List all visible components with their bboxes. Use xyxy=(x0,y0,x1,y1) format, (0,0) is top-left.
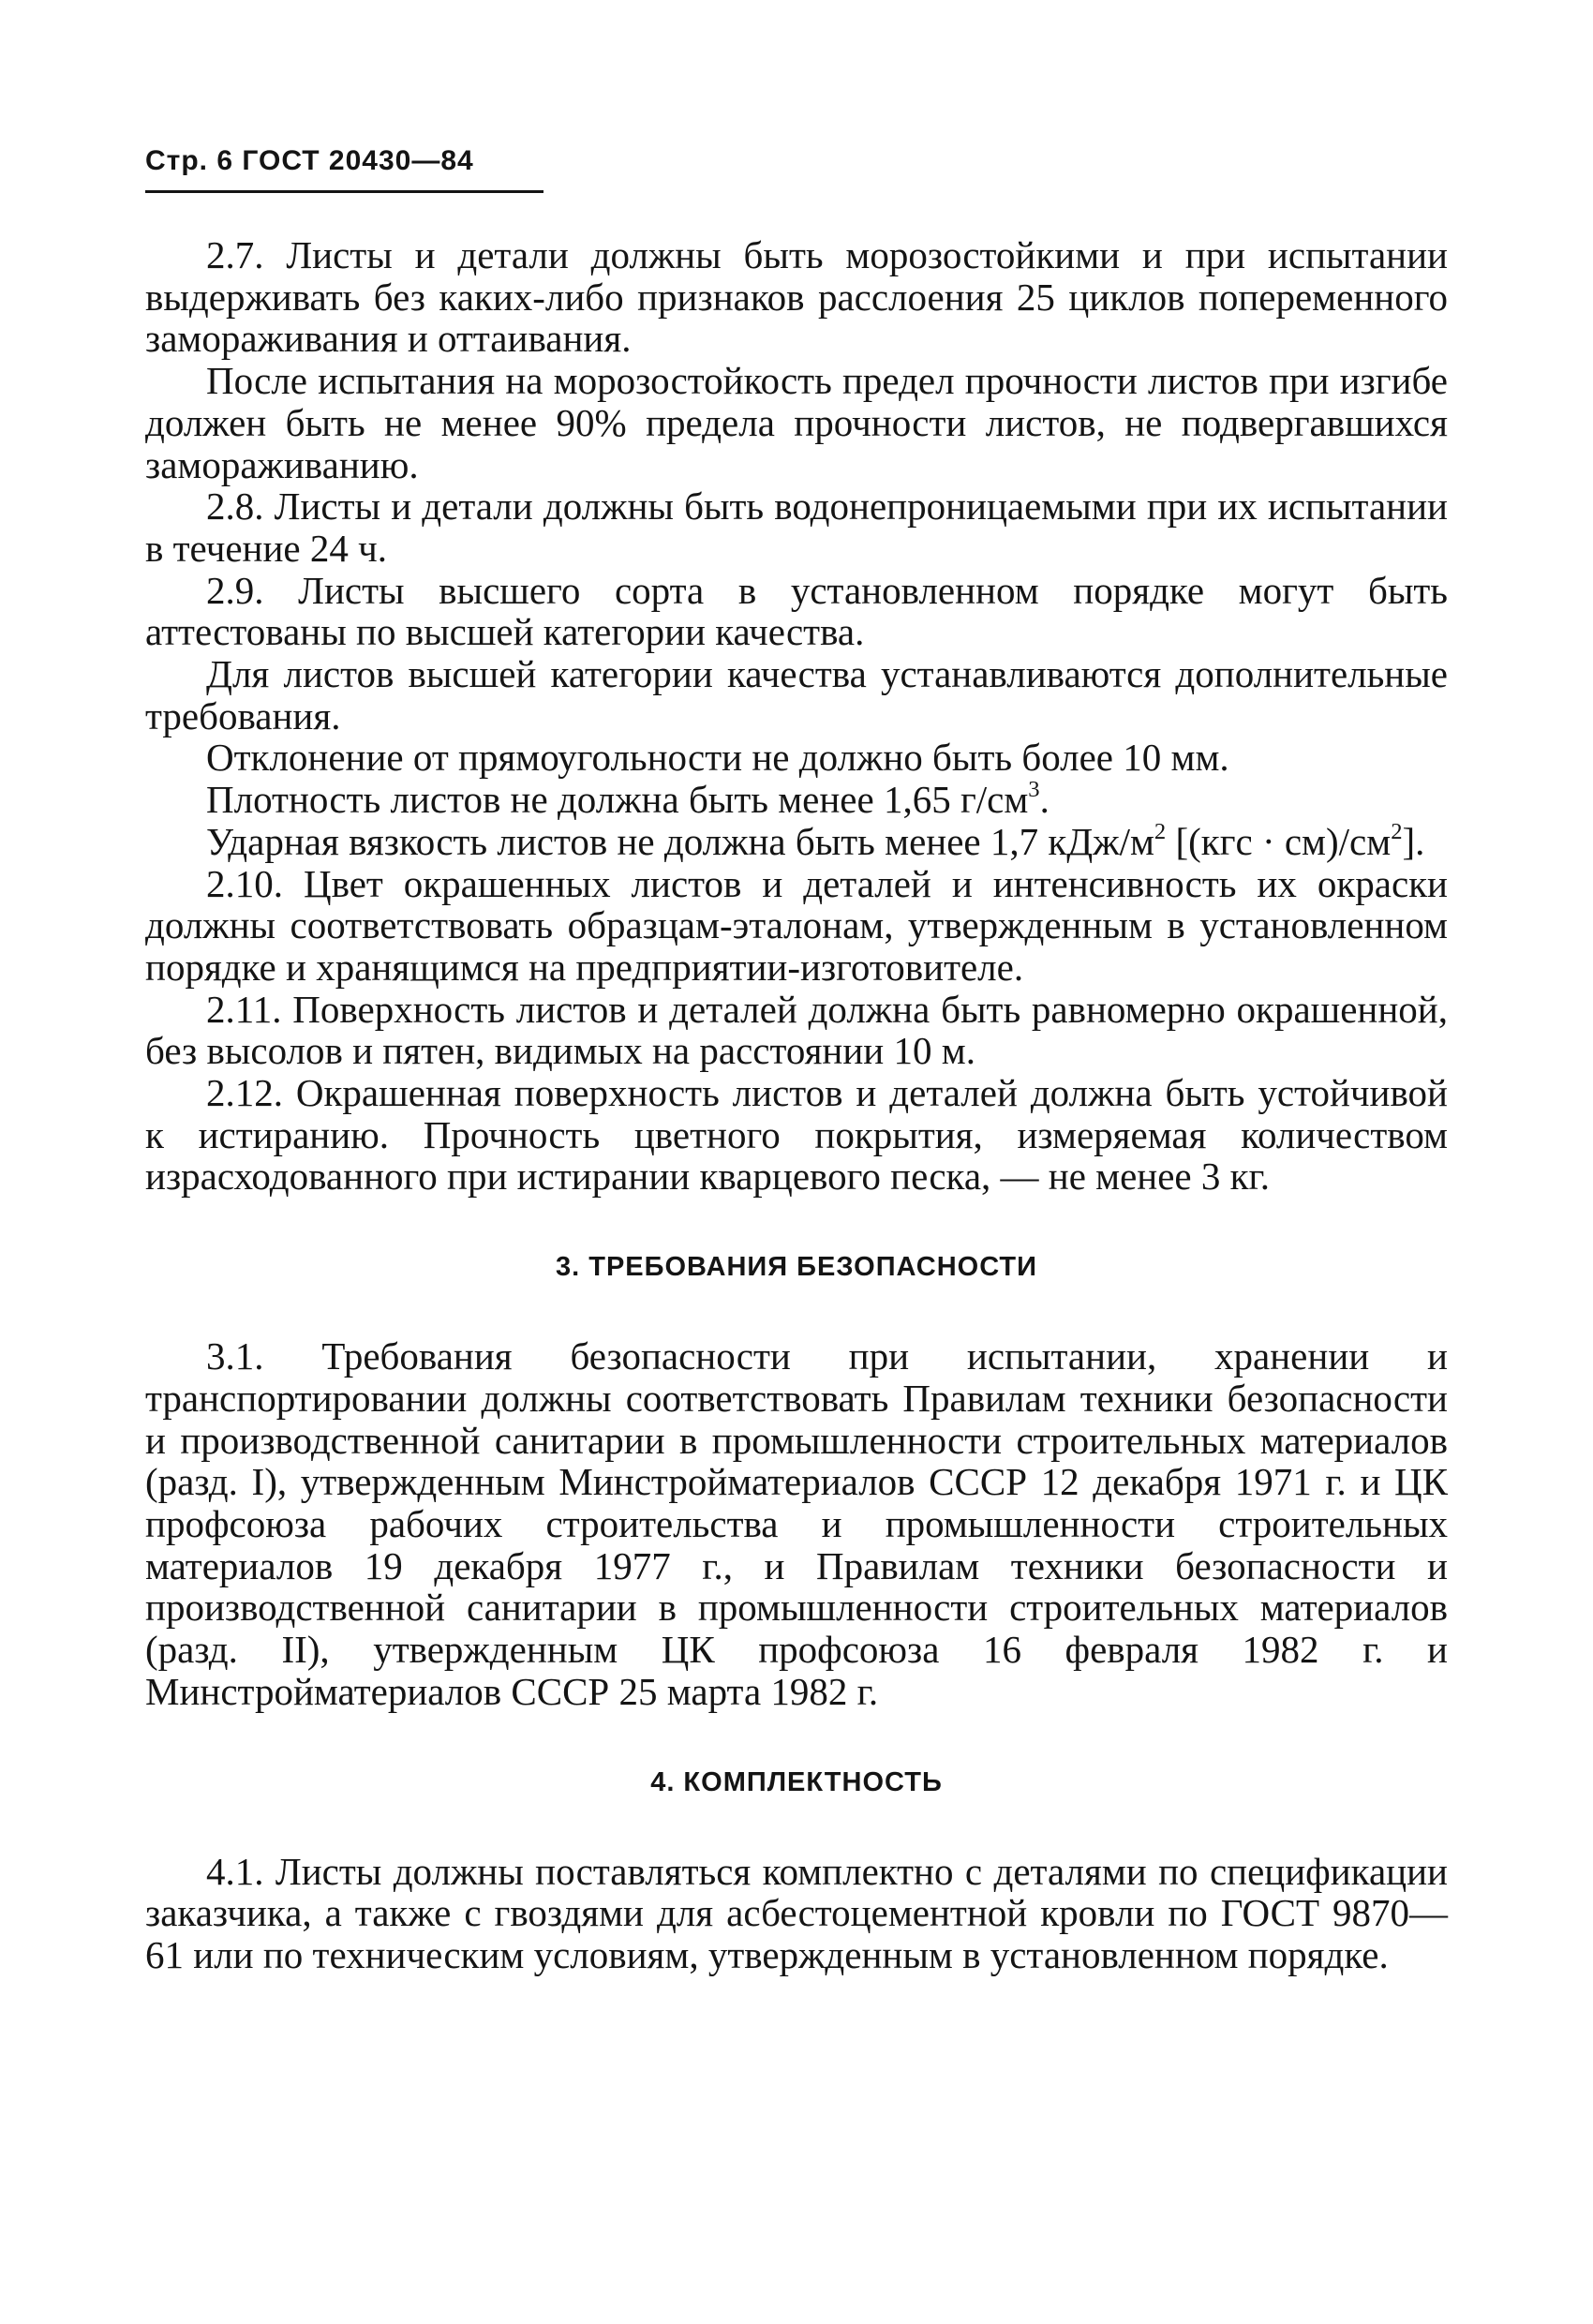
paragraph-2-9-impact xyxy=(145,818,1448,863)
section-4-title: 4. КОМПЛЕКТНОСТЬ xyxy=(650,1766,943,1797)
paragraph-2-9: 2.9. Листы высшего сорта в установленном порядке могут быть аттестованы по высшей категории качества. xyxy=(145,568,1448,654)
density-text: Плотность листов не должна быть менее 1,65 г/см xyxy=(206,778,1029,822)
paragraph-2-10: 2.10. Цвет окрашенных листов и деталей и интенсивность их окраски должны соответствовать образцам-эталонам, утвержденным в установленном порядке и хранящимся на предприятии-изготовителе. xyxy=(145,861,1448,989)
impact-unit-exponent: 2 xyxy=(1391,818,1403,844)
impact-exponent: 2 xyxy=(1154,818,1167,844)
density-exponent: 3 xyxy=(1028,776,1040,802)
paragraph-3-1: 3.1. Требования безопасности при испытании, хранении и транспортировании должны соответствовать Правилам техники безопасности и производственной санитарии в промышленности строительных материалов (разд. I), утвержденным Минстройматериалов СССР 12 декабря 1971 г. и ЦК профсоюза рабочих строительства и промышленности строительных материалов 19 декабря 1977 г., и Правилам техники безопасности и производственной санитарии в промышленности строительных материалов (разд. II), утвержденным ЦК профсоюза 16 февраля 1982 г. и Минстройматериалов СССР 25 марта 1982 г. xyxy=(145,1334,1448,1713)
paragraph-2-9-squareness: Отклонение от прямоугольности не должно быть более 10 мм. xyxy=(206,736,1229,780)
paragraph-2-9-additional: Для листов высшей категории качества устанавливаются дополнительные требования. xyxy=(145,652,1448,737)
impact-text: Ударная вязкость листов не должна быть менее 1,7 кДж/м xyxy=(206,819,1154,863)
paragraph-2-8: 2.8. Листы и детали должны быть водонепроницаемыми при их испытании в течение 24 ч. xyxy=(145,484,1448,570)
paragraph-2-7: 2.7. Листы и детали должны быть морозостойкими и при испытании выдерживать без каких-либо признаков расслоения 25 циклов попеременного замораживания и оттаивания. xyxy=(145,233,1448,361)
impact-unit-text: [(кгс · см)/см xyxy=(1166,819,1392,863)
paragraph-2-9-density xyxy=(145,776,1448,822)
paragraph-2-12: 2.12. Окрашенная поверхность листов и деталей должна быть устойчивой к истиранию. Прочность цветного покрытия, измеряемая количеством израсходованного при истирании кварцевого песка, — не менее 3 кг. xyxy=(145,1071,1448,1199)
section-2-body xyxy=(145,234,1448,1198)
document-page xyxy=(145,145,1448,1976)
density-end: . xyxy=(1039,778,1050,822)
section-3-title: 3. ТРЕБОВАНИЯ БЕЗОПАСНОСТИ xyxy=(556,1252,1037,1283)
paragraph-4-1: 4.1. Листы должны поставляться комплектно с деталями по спецификации заказчика, а также с гвоздями для асбестоцементной кровли по ГОСТ 9870—61 или по техническим условиям, утвержденным в установленном порядке. xyxy=(145,1849,1448,1976)
paragraph-2-7-continued: После испытания на морозостойкость предел прочности листов при изгибе должен быть не менее 90% предела прочности листов, не подвергавшихся замораживанию. xyxy=(145,359,1448,486)
running-head: Стр. 6 ГОСТ 20430—84 xyxy=(145,145,543,193)
section-3-body xyxy=(145,1335,1448,1712)
impact-end: ]. xyxy=(1402,819,1425,863)
section-4-body xyxy=(145,1851,1448,1976)
paragraph-2-11: 2.11. Поверхность листов и деталей должна быть равномерно окрашенной, без высолов и пятен, видимых на расстоянии 10 м. xyxy=(145,987,1448,1073)
